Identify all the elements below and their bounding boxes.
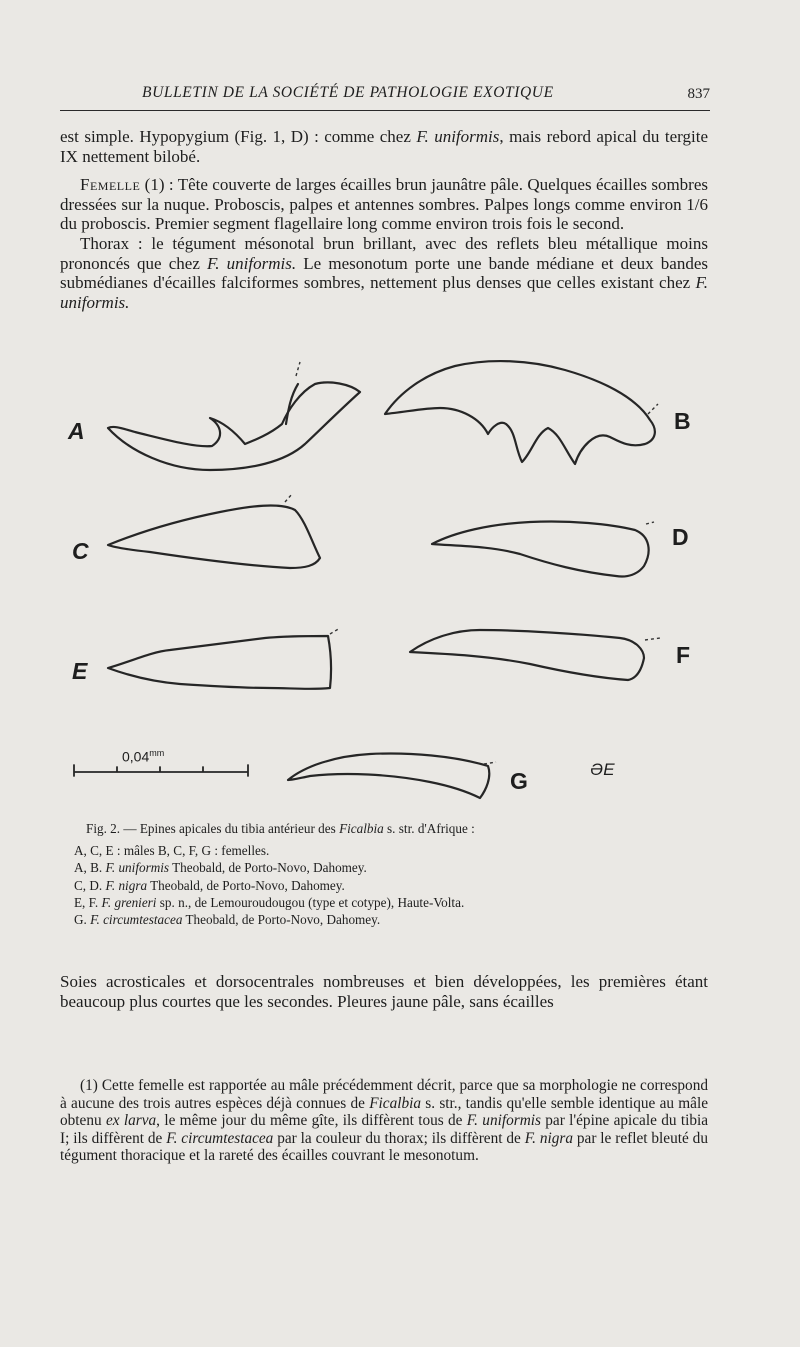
text-run: E, F. bbox=[74, 894, 102, 910]
scale-value: 0,04 bbox=[122, 748, 150, 765]
tick-f bbox=[645, 638, 660, 640]
footnote bbox=[60, 1077, 708, 1165]
species-name: F. uniformis bbox=[416, 127, 500, 146]
caption-line bbox=[74, 842, 704, 859]
caption-line bbox=[74, 877, 704, 894]
text-run: Theobald, de Porto-Novo, Dahomey. bbox=[169, 860, 367, 876]
page-number: 837 bbox=[687, 86, 710, 102]
tick-e bbox=[330, 628, 340, 634]
text-run: Theobald, de Porto-Novo, Dahomey. bbox=[182, 912, 381, 928]
text-run: Le mesonotum porte une bande médiane et deux bandes submédianes d'écailles falciformes sombres, nettement plus denses que celles existant chez bbox=[60, 253, 708, 293]
caption-line bbox=[74, 911, 704, 928]
scale-bar bbox=[74, 765, 248, 776]
species-name: F. uniformis bbox=[466, 1112, 541, 1129]
tick-c bbox=[285, 494, 292, 502]
tick-a-top bbox=[296, 362, 300, 376]
tick-g bbox=[484, 762, 496, 764]
spine-drawings bbox=[60, 352, 720, 812]
species-name: F. uniformis bbox=[105, 860, 170, 876]
caption-title bbox=[74, 820, 704, 837]
figure-label-f: F bbox=[676, 642, 691, 668]
running-header bbox=[60, 82, 710, 111]
text-run: A, B. bbox=[74, 860, 106, 876]
species-name: F. nigra bbox=[105, 877, 148, 893]
paragraph-femelle bbox=[60, 175, 708, 234]
figure-label-g: G bbox=[510, 768, 528, 794]
scale-label bbox=[122, 748, 164, 765]
text-run: G. bbox=[74, 912, 91, 928]
tick-d bbox=[646, 522, 654, 524]
tick-b-tip bbox=[648, 404, 658, 414]
text-run: Theobald, de Porto-Novo, Dahomey. bbox=[147, 877, 345, 893]
figure-label-d: D bbox=[672, 524, 689, 550]
text-run: s. str., tandis qu'elle semble identique au mâle obtenu bbox=[60, 1094, 708, 1129]
paragraph-thorax bbox=[60, 234, 708, 312]
text-run: Fig. 2. — Epines apicales du tibia antérieur des bbox=[86, 821, 340, 836]
text-run: par le reflet bleuté du tégument thoracique et la rareté des écailles couvrant le mesonotum. bbox=[60, 1129, 708, 1164]
species-name: F. circumtestacea bbox=[166, 1129, 274, 1147]
latin-term: ex larva bbox=[105, 1112, 157, 1129]
figure-label-e: E bbox=[72, 658, 88, 684]
spine-d-outline bbox=[432, 521, 649, 576]
text-run: A, C, E : mâles B, C, F, G : femelles. bbox=[74, 843, 270, 859]
caption-line bbox=[74, 859, 704, 876]
text-run: (1) : Tête couverte de larges écailles brun jaunâtre pâle. Quelques écailles sombres dressées sur la nuque. Proboscis, palpes et antennes sombres. Palpes longs comme environ 1/6 du proboscis. Premier segment flagellaire long comme environ trois fois le second. bbox=[60, 175, 708, 234]
species-name: F. nigra bbox=[524, 1129, 573, 1147]
spine-g-outline bbox=[288, 754, 489, 799]
figure-tibial-spines bbox=[60, 352, 720, 812]
paragraph-soies: Soies acrosticales et dorsocentrales nombreuses et bien développées, les premières étant beaucoup plus courtes que les secondes. Pleures jaune pâle, sans écailles bbox=[60, 972, 708, 1011]
body-text-top bbox=[60, 127, 708, 312]
footnote-text bbox=[60, 1077, 708, 1165]
text-run: s. str. d'Afrique : bbox=[383, 821, 475, 836]
text-run: (1) Cette femelle est rapportée au mâle précédemment décrit, parce que sa morphologie ne correspond à aucune des trois autres espèces déjà connues de bbox=[60, 1077, 708, 1112]
text-run: C, D. bbox=[74, 877, 106, 893]
text-run: par l'épine apicale du tibia I; ils diffèrent de bbox=[60, 1112, 709, 1147]
species-name: F. circumtestacea bbox=[90, 912, 183, 928]
figure-caption bbox=[74, 820, 704, 928]
text-run: est simple. Hypopygium (Fig. 1, D) : comme chez bbox=[60, 127, 417, 146]
figure-label-a: A bbox=[68, 418, 85, 444]
text-run: par la couleur du thorax; ils diffèrent de bbox=[273, 1129, 525, 1147]
section-lead: Femelle bbox=[80, 175, 141, 195]
caption-line bbox=[74, 894, 704, 911]
spine-e-outline bbox=[108, 636, 331, 689]
text-run: Thorax : le tégument mésonotal brun brillant, avec des reflets bleu métallique moins prononcés que chez bbox=[60, 233, 708, 273]
scale-unit: mm bbox=[149, 748, 165, 758]
body-text-bottom bbox=[60, 972, 708, 1011]
artist-mark: ƏE bbox=[590, 760, 615, 779]
spine-b-outline bbox=[385, 361, 655, 464]
text-run: sp. n., de Lemouroudougou (type et cotype), Haute-Volta. bbox=[156, 894, 465, 910]
spine-f-outline bbox=[410, 630, 644, 680]
species-name: F. grenieri bbox=[101, 894, 157, 910]
text-run: , mais rebord apical du tergite IX nettement bilobé. bbox=[60, 127, 708, 166]
spine-c-outline bbox=[108, 506, 320, 568]
spine-a-outline bbox=[108, 382, 360, 470]
genus-name: Ficalbia bbox=[369, 1094, 422, 1112]
figure-label-b: B bbox=[674, 408, 691, 434]
figure-label-c: C bbox=[72, 538, 89, 564]
journal-title: BULLETIN DE LA SOCIÉTÉ DE PATHOLOGIE EXOTIQUE bbox=[142, 84, 554, 101]
species-name: F. uniformis. bbox=[207, 253, 297, 273]
spine-a-tick bbox=[286, 384, 298, 424]
text-run: , le même jour du même gîte, ils diffèrent tous de bbox=[156, 1112, 467, 1129]
paragraph-hypopygium bbox=[60, 127, 708, 166]
species-name: F. uniformis. bbox=[60, 273, 708, 312]
genus-name: Ficalbia bbox=[339, 821, 384, 836]
